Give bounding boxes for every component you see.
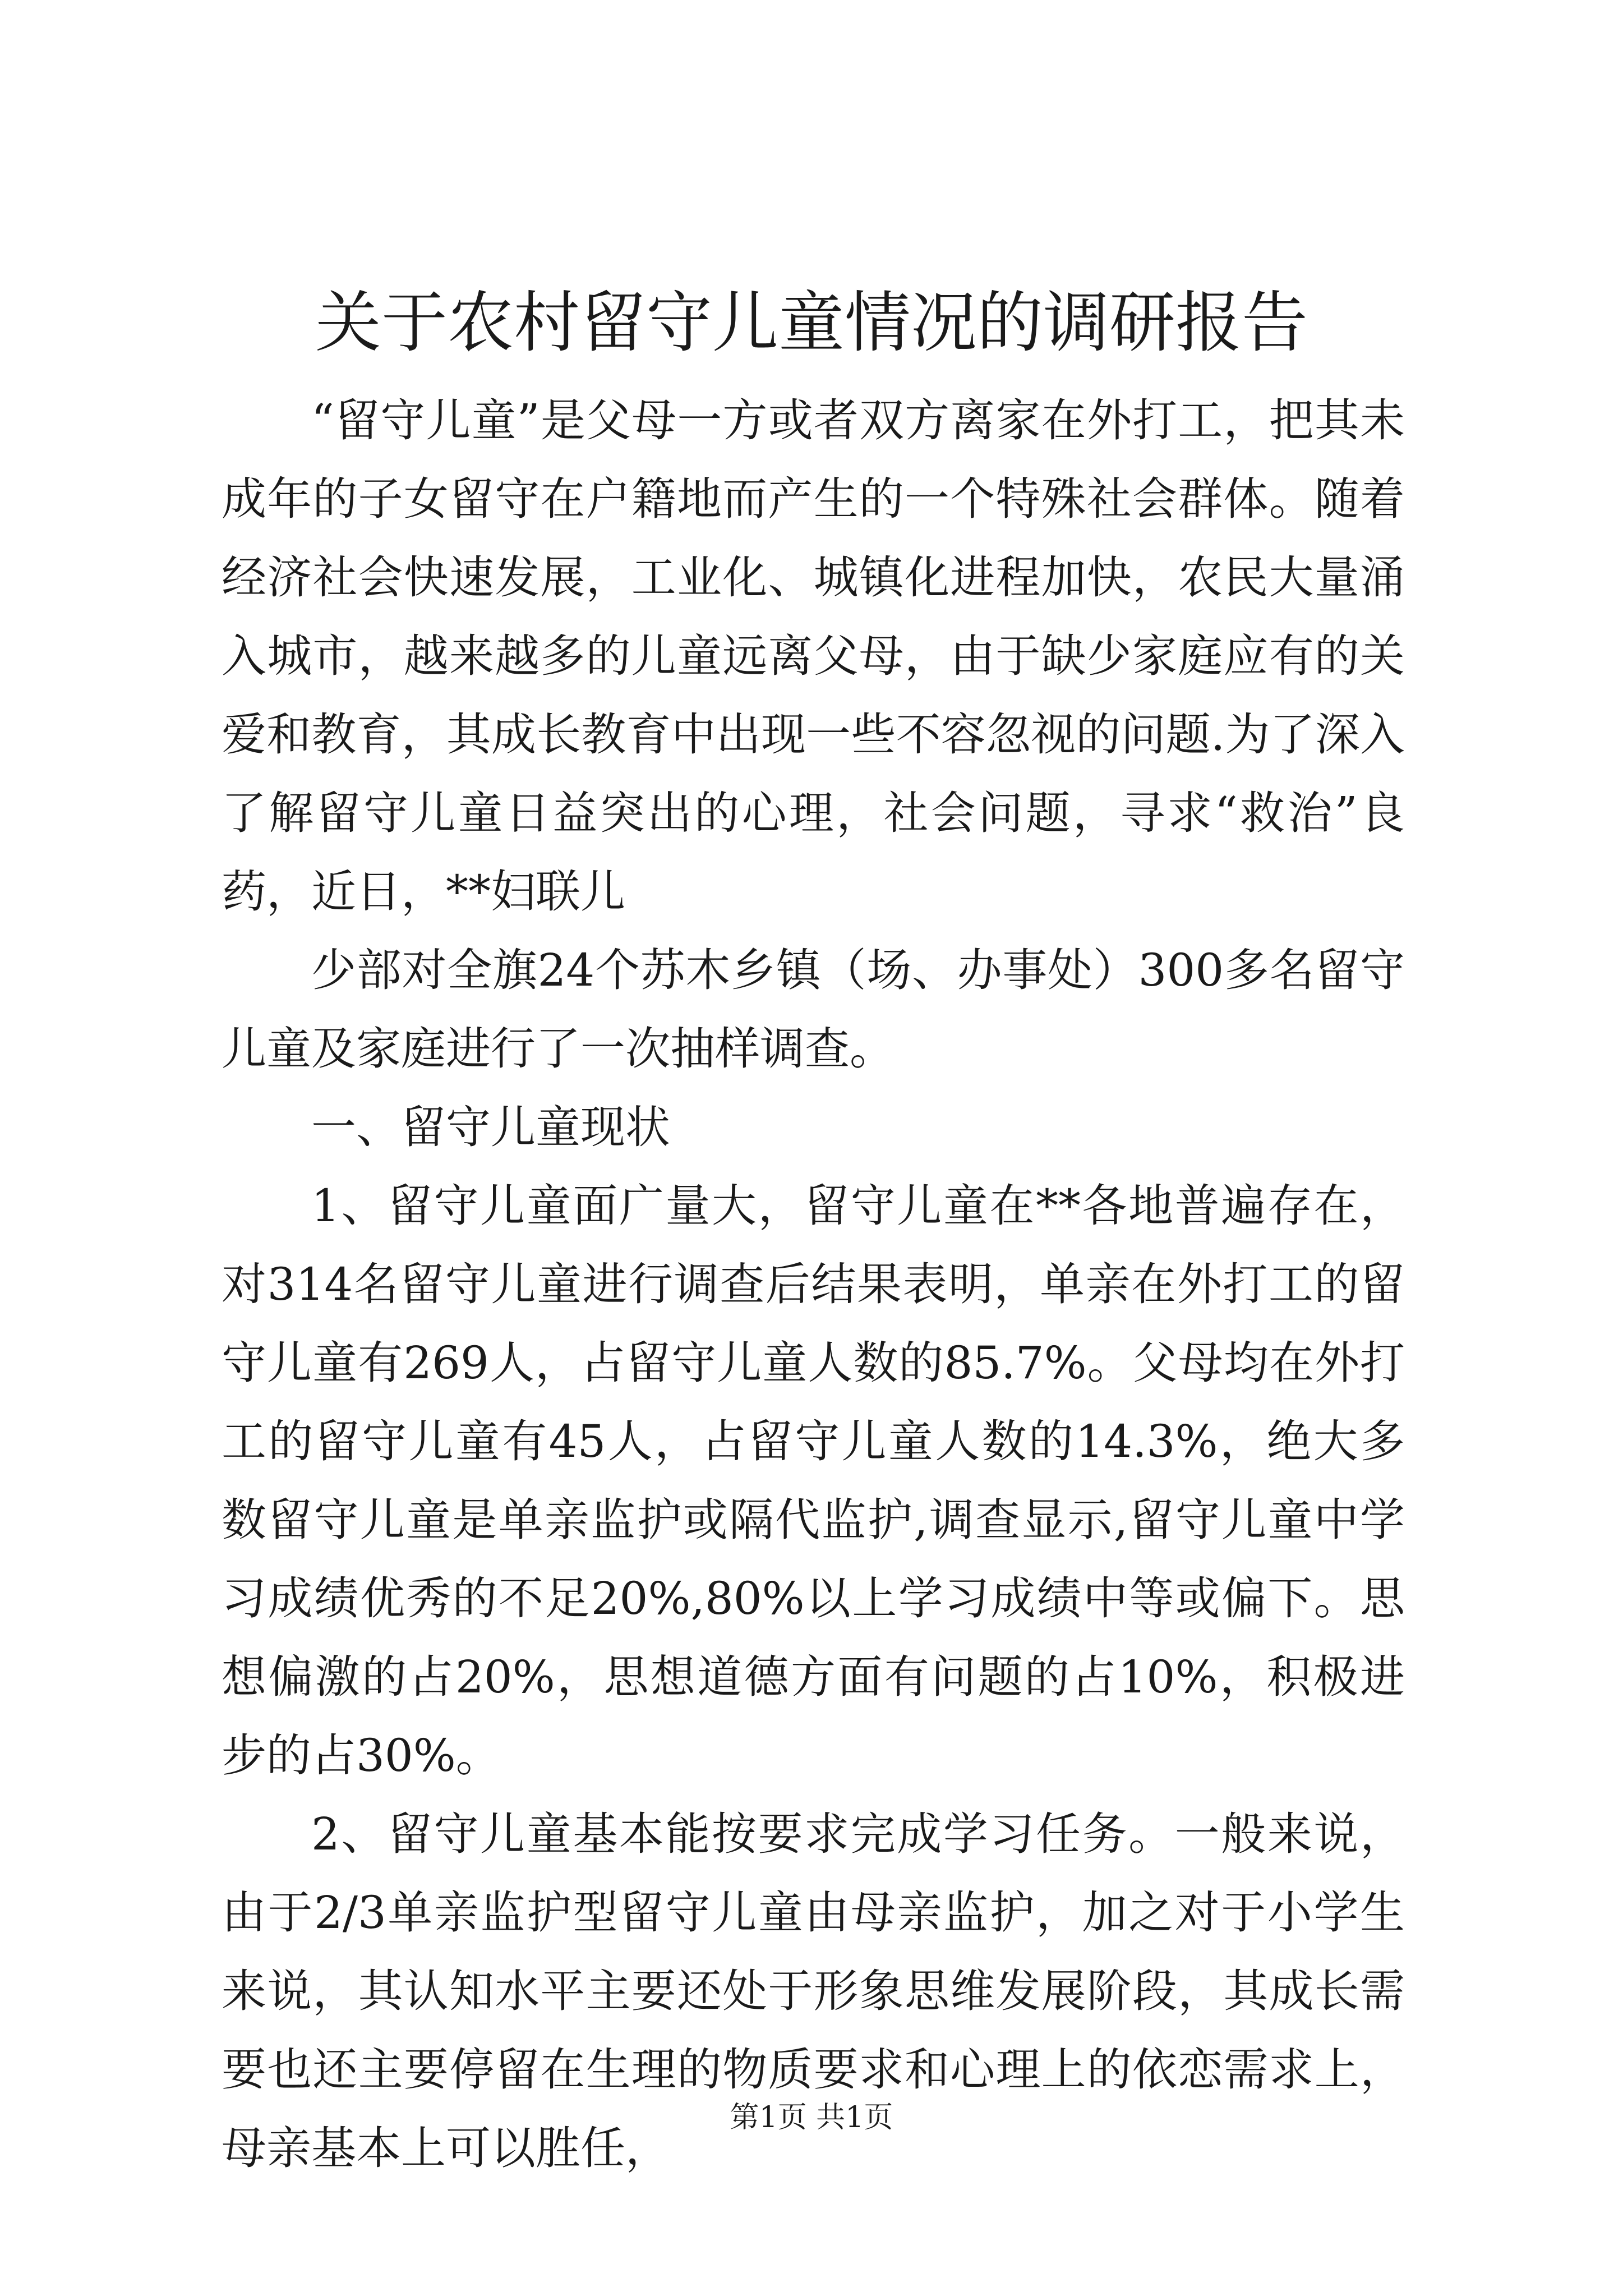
document-body bbox=[222, 381, 1405, 2188]
paragraph-intro: “留守儿童”是父母一方或者双方离家在外打工，把其未成年的子女留守在户籍地而产生的一个特殊社会群体。随着经济社会快速发展，工业化、城镇化进程加快，农民大量涌入城市，越来越多的儿童远离父母，由于缺少家庭应有的关爱和教育，其成长教育中出现一些不容忽视的问题.为了深入了解留守儿童日益突出的心理，社会问题，寻求“救治”良药，近日，**妇联儿 bbox=[222, 394, 1405, 918]
page-footer: 第1页 共1页 bbox=[730, 2101, 893, 2134]
paragraph-point-1: 1、留守儿童面广量大，留守儿童在**各地普遍存在，对314名留守儿童进行调查后结果表明，单亲在外打工的留守儿童有269人，占留守儿童人数的85.7%。父母均在外打工的留守儿童有45人，占留守儿童人数的14.3%，绝大多数留守儿童是单亲监护或隔代监护,调查显示,留守儿童中学习成绩优秀的不足20%,80%以上学习成绩中等或偏下。思想偏激的占20%，思想道德方面有问题的占10%，积极进步的占30%。 bbox=[222, 1180, 1405, 1782]
section-heading-status: 一、留守儿童现状 bbox=[311, 1101, 670, 1153]
document-title: 关于农村留守儿童情况的调研报告 bbox=[315, 284, 1308, 361]
paragraph-survey: 少部对全旗24个苏木乡镇（场、办事处）300多名留守儿童及家庭进行了一次抽样调查。 bbox=[222, 944, 1405, 1075]
paragraph-point-2: 2、留守儿童基本能按要求完成学习任务。一般来说，由于2/3单亲监护型留守儿童由母亲监护，加之对于小学生来说，其认知水平主要还处于形象思维发展阶段，其成长需要也还主要停留在生理的物质要求和心理上的依恋需求上，母亲基本上可以胜任， bbox=[222, 1808, 1405, 2174]
